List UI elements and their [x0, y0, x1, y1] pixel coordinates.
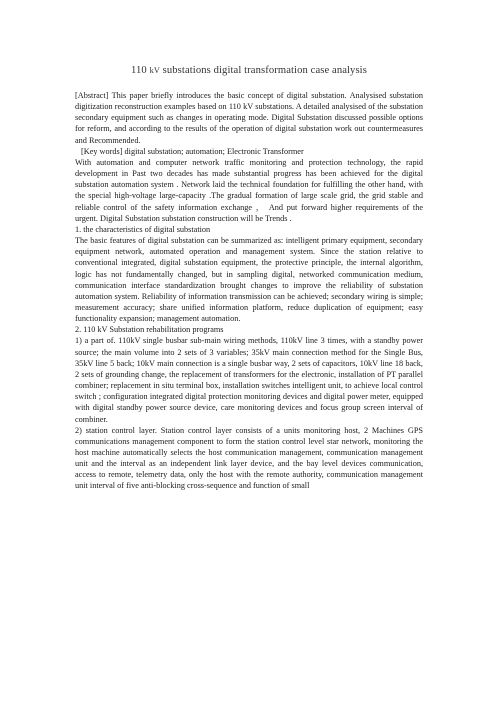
section-2-paragraph-2: 2) station control layer. Station control layer consists of a units monitoring host, 2 Machines GPS communications management component to form the station control level star network, monitoring the host machine automatically selects the host communication management, communication management unit and the interval as an independent link layer device, and the bay level devices communication, access to remote, telemetry data, only the host with the remote authority, communication management unit interval of five anti-blocking cross-sequence and function of small	[75, 425, 423, 491]
abstract-paragraph: [Abstract] This paper briefly introduces the basic concept of digital substation. Analysised substation digitization reconstruction examples based on 110 kV substations. A detailed analysised of the substation secondary equipment such as changes in operating mode. Digital Substation discussed possible options for reform, and according to the results of the operation of digital substation work out countermeasures and Recommended.	[75, 91, 423, 145]
keywords-line: [Key words] digital substation; automation; Electronic Transformer	[81, 146, 304, 156]
section-2-heading: 2. 110 kV Substation rehabilitation programs	[75, 325, 224, 335]
section-1-heading: 1. the characteristics of digital substation	[75, 224, 211, 234]
title-prefix: 110	[131, 65, 150, 76]
section-1-body: The basic features of digital substation can be summarized as: intelligent primary equipment, secondary equipment network, automated operation and management system. Since the station relative to conventional integrated, digital substation equipment, the protective principle, the internal algorithm, logic has not fundamentally changed, but in sampling digital, networked communication medium, communication interface standardization brought changes to improve the reliability of substation automation system. Reliability of information transmission can be achieved; secondary wiring is simple; measurement accuracy; share unified information platform, reduce duplication of equipment; easy functionality expansion; management automation.	[75, 236, 423, 324]
document-title	[75, 64, 423, 78]
section-2-paragraph-1: 1) a part of. 110kV single busbar sub-main wiring methods, 110kV line 3 times, with a standby power source; the main volume into 2 sets of 3 variables; 35kV main connection method for the Single Bus, 35kV line 5 back; 10kV main connection is a single busbar way, 2 sets of capacitors, 10kV line 18 back, 2 sets of grounding change, the replacement of transformers for the electronic, installation of PT parallel combiner; replacement in situ terminal box, installation switches intelligent unit, to achieve local control switch ; configuration integrated digital protection monitoring devices and digital power meter, equipped with digital standby power source device, care monitoring devices and focus group screen interval of combiner.	[75, 336, 423, 424]
document-page	[75, 64, 423, 492]
title-unit: kV	[149, 66, 160, 75]
title-rest: substations digital transformation case analysis	[159, 65, 367, 76]
intro-paragraph: With automation and computer network traffic monitoring and protection technology, the rapid development in Past two decades has made substantial progress has been achieved for the digital substation automation system . Network laid the technical foundation for fulfilling the other hand, with the special high-voltage large-capacity .The gradual formation of large scale grid, the grid stable and reliable control of the safety information exchange ， And put forward higher requirements of the urgent. Digital Substation substation construction will be Trends .	[75, 157, 423, 223]
